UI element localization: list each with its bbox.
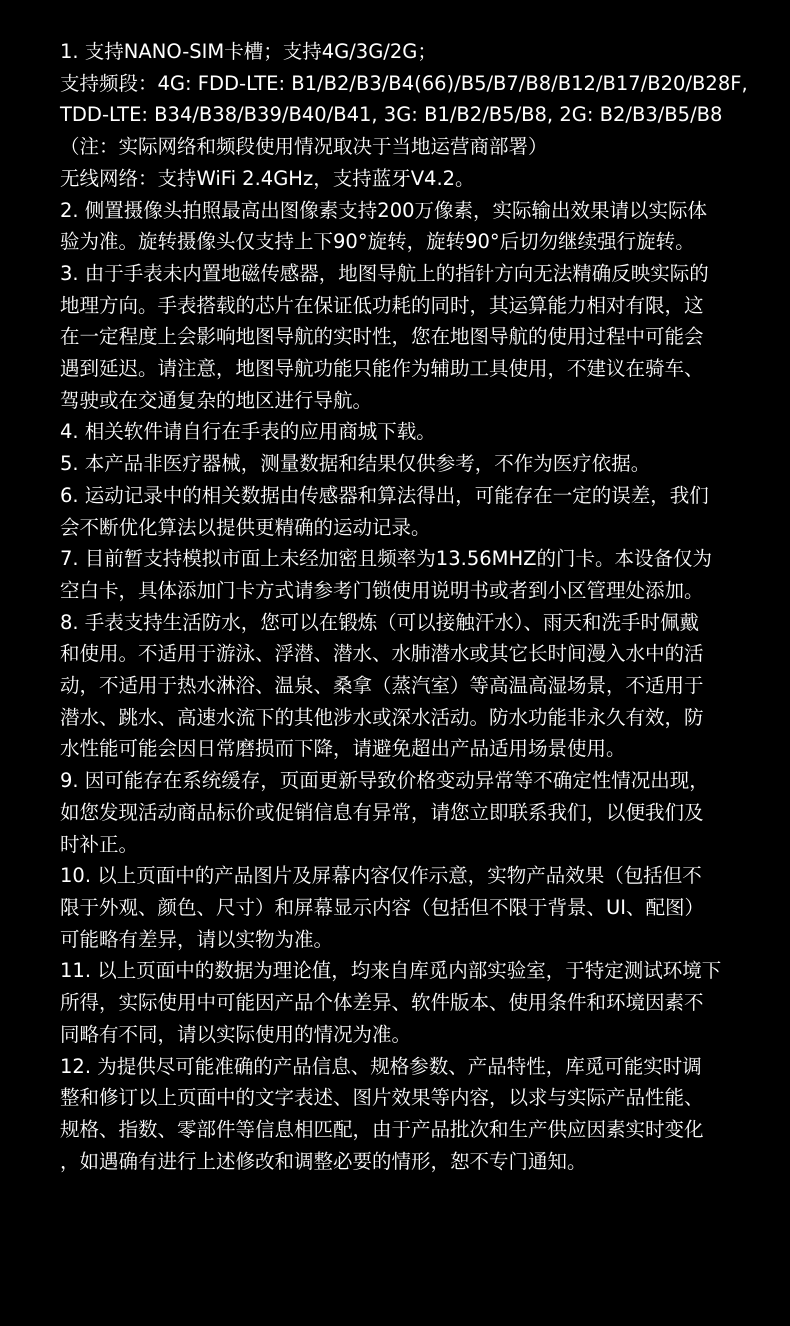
note-line: 3. 由于手表未内置地磁传感器，地图导航上的指针方向无法精确反映实际的 [60, 261, 709, 285]
note-line: 5. 本产品非医疗器械，测量数据和结果仅供参考，不作为医疗依据。 [60, 452, 651, 476]
note-line: 限于外观、颜色、尺寸）和屏幕显示内容（包括但不限于背景、UI、配图） [60, 895, 705, 919]
note-line: 支持频段：4G: FDD-LTE: B1/B2/B3/B4(66)/B5/B7/B8/B12/B17/B20/B28F, [60, 71, 748, 95]
note-line: 9. 因可能存在系统缓存，页面更新导致价格变动异常等不确定性情况出现， [60, 769, 709, 793]
note-line: 12. 为提供尽可能准确的产品信息、规格参数、产品特性，库觅可能实时调 [60, 1054, 702, 1078]
note-line: 6. 运动记录中的相关数据由传感器和算法得出，可能存在一定的误差，我们 [60, 483, 709, 507]
note-line: 10. 以上页面中的产品图片及屏幕内容仅作示意，实物产品效果（包括但不 [60, 864, 702, 888]
note-line: 遇到延迟。请注意，地图导航功能只能作为辅助工具使用，不建议在骑车、 [60, 357, 704, 381]
disclaimer-notes [60, 36, 760, 1177]
note-line: 潜水、跳水、高速水流下的其他涉水或深水活动。防水功能非永久有效，防 [60, 705, 704, 729]
note-line: 在一定程度上会影响地图导航的实时性，您在地图导航的使用过程中可能会 [60, 325, 704, 349]
note-line: 无线网络：支持WiFi 2.4GHz，支持蓝牙V4.2。 [60, 166, 475, 190]
note-line: 2. 侧置摄像头拍照最高出图像素支持200万像素，实际输出效果请以实际体 [60, 198, 708, 222]
note-line: 7. 目前暂支持模拟市面上未经加密且频率为13.56MHZ的门卡。本设备仅为 [60, 547, 712, 571]
note-line: TDD-LTE: B34/B38/B39/B40/B41, 3G: B1/B2/B5/B8, 2G: B2/B3/B5/B8 [60, 103, 723, 127]
note-line: （注：实际网络和频段使用情况取决于当地运营商部署） [60, 135, 548, 159]
note-line: 水性能可能会因日常磨损而下降，请避免超出产品适用场景使用。 [60, 737, 626, 761]
note-line: 动，不适用于热水淋浴、温泉、桑拿（蒸汽室）等高温高湿场景，不适用于 [60, 674, 704, 698]
note-line: 同略有不同，请以实际使用的情况为准。 [60, 1022, 412, 1046]
note-line: 如您发现活动商品标价或促销信息有异常，请您立即联系我们，以便我们及 [60, 800, 704, 824]
note-line: 4. 相关软件请自行在手表的应用商城下载。 [60, 420, 436, 444]
note-line: 空白卡，具体添加门卡方式请参考门锁使用说明书或者到小区管理处添加。 [60, 578, 704, 602]
note-line: 地理方向。手表搭载的芯片在保证低功耗的同时，其运算能力相对有限，这 [60, 293, 704, 317]
note-line: 会不断优化算法以提供更精确的运动记录。 [60, 515, 431, 539]
note-line: 驾驶或在交通复杂的地区进行导航。 [60, 388, 373, 412]
note-line: 整和修订以上页面中的文字表述、图片效果等内容，以求与实际产品性能、 [60, 1086, 704, 1110]
note-line: 时补正。 [60, 832, 139, 856]
note-line: 验为准。旋转摄像头仅支持上下90°旋转，旋转90°后切勿继续强行旋转。 [60, 230, 695, 254]
note-line: ，如遇确有进行上述修改和调整必要的情形，恕不专门通知。 [60, 1149, 587, 1173]
note-line: 11. 以上页面中的数据为理论值，均来自库觅内部实验室，于特定测试环境下 [60, 959, 722, 983]
note-line: 规格、指数、零部件等信息相匹配，由于产品批次和生产供应因素实时变化 [60, 1117, 704, 1141]
note-line: 和使用。不适用于游泳、浮潜、潜水、水肺潜水或其它长时间漫入水中的活 [60, 642, 704, 666]
note-line: 1. 支持NANO-SIM卡槽；支持4G/3G/2G； [60, 40, 437, 63]
note-line: 所得，实际使用中可能因产品个体差异、软件版本、使用条件和环境因素不 [60, 991, 704, 1015]
note-line: 8. 手表支持生活防水，您可以在锻炼（可以接触汗水）、雨天和洗手时佩戴 [60, 610, 700, 634]
note-line: 可能略有差异，请以实物为准。 [60, 927, 334, 951]
